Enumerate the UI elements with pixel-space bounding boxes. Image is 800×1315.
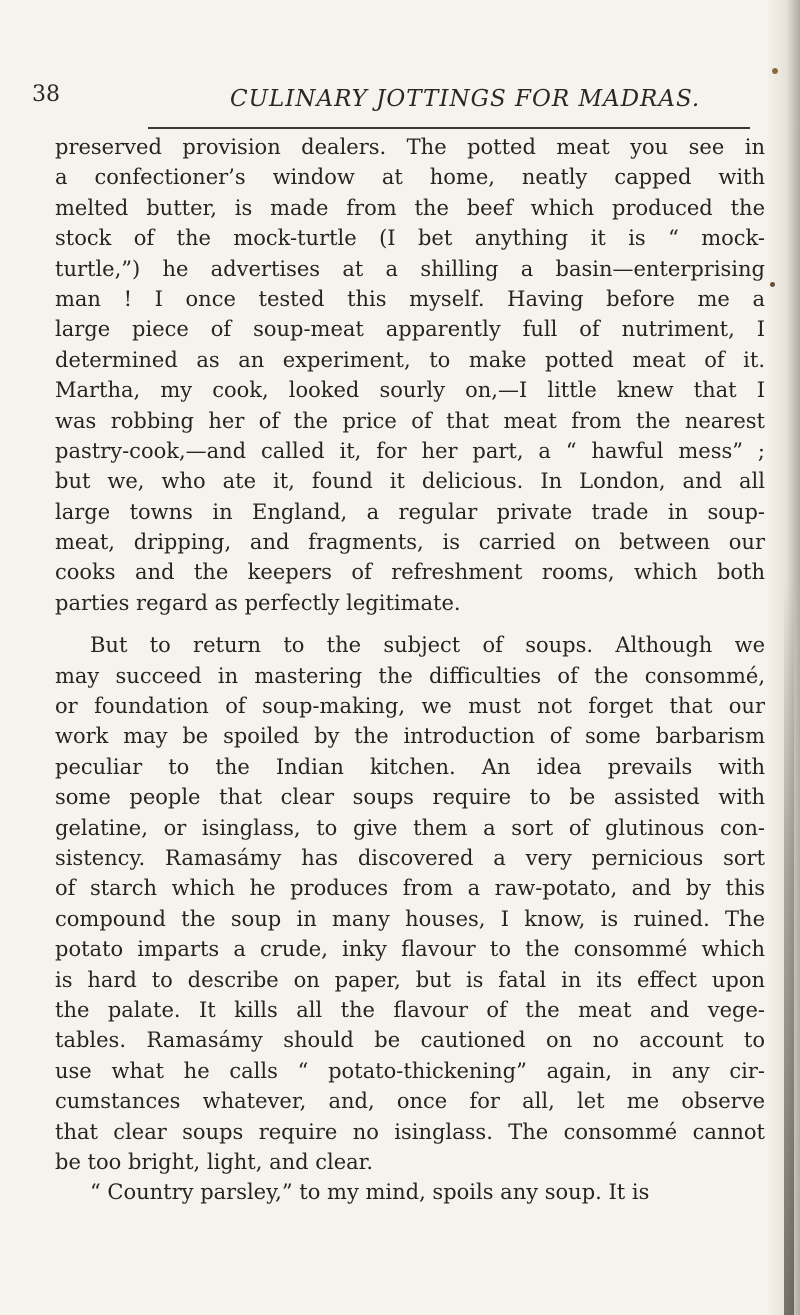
text-line: pastry-cook,—and called it, for her part, a “ hawful mess” ; [55,438,765,463]
paragraph-3 [55,1177,765,1207]
paragraph-2 [55,630,765,1177]
text-line: Martha, my cook, looked sourly on,—I little knew that I [55,378,765,403]
text-line: “ Country parsley,” to my mind, spoils any soup. It is [90,1180,650,1205]
text-line: some people that clear soups require to be assisted with [55,785,765,810]
text-line: meat, dripping, and fragments, is carried on between our [55,530,765,555]
text-line: of starch which he produces from a raw-potato, and by this [55,876,765,901]
text-line: but we, who ate it, found it delicious. In London, and all [55,469,765,494]
text-line: work may be spoiled by the introduction of some barbarism [55,724,765,749]
text-line: tables. Ramasámy should be cautioned on no account to [55,1028,765,1053]
text-line: sistency. Ramasámy has discovered a very pernicious sort [55,845,765,870]
text-line: use what he calls “ potato-thickening” again, in any cir- [55,1058,765,1083]
text-line: determined as an experiment, to make potted meat of it. [55,347,765,372]
text-line: the palate. It kills all the flavour of the meat and vege- [55,997,765,1022]
text-line: is hard to describe on paper, but is fatal in its effect upon [55,967,765,992]
binding-shadow [784,580,794,1315]
text-line: preserved provision dealers. The potted meat you see in [55,135,765,159]
text-line: cumstances whatever, and, once for all, let me observe [55,1089,765,1114]
text-line: large towns in England, a regular private trade in soup- [55,499,765,524]
text-line: turtle,”) he advertises at a shilling a basin—enterprising [55,256,765,281]
text-line: cooks and the keepers of refreshment rooms, which both [55,560,765,585]
text-line: potato imparts a crude, inky flavour to the consommé which [55,937,765,962]
paragraph-1 [55,132,765,618]
text-line: parties regard as perfectly legitimate. [55,590,461,615]
running-title: CULINARY JOTTINGS FOR MADRAS. [230,86,701,112]
text-line: gelatine, or isinglass, to give them a sort of glutinous con- [55,815,765,840]
page-number: 38 [32,82,60,107]
text-line: may succeed in mastering the difficulties of the consommé, [55,663,765,688]
text-line: compound the soup in many houses, I know, is ruined. The [55,906,765,931]
text-line: be too bright, light, and clear. [55,1149,374,1174]
body-text [55,132,765,1208]
text-line: or foundation of soup-making, we must not forget that our [55,694,765,719]
text-line: stock of the mock-turtle (I bet anything it is “ mock- [55,226,765,251]
text-line: But to return to the subject of soups. Although we [90,633,765,658]
text-line: was robbing her of the price of that meat from the nearest [55,408,765,433]
text-line: large piece of soup-meat apparently full of nutriment, I [55,317,765,342]
text-line: peculiar to the Indian kitchen. An idea prevails with [55,754,765,779]
text-line: man ! I once tested this myself. Having before me a [55,286,765,311]
header-rule [148,127,750,129]
paper-speck [770,282,775,287]
text-line: that clear soups require no isinglass. The consommé cannot [55,1119,765,1144]
page-edge-shadow [766,0,800,1315]
paper-speck [772,68,778,74]
text-line: melted butter, is made from the beef which produced the [55,195,765,220]
text-line: a confectioner’s window at home, neatly capped with [55,165,765,190]
